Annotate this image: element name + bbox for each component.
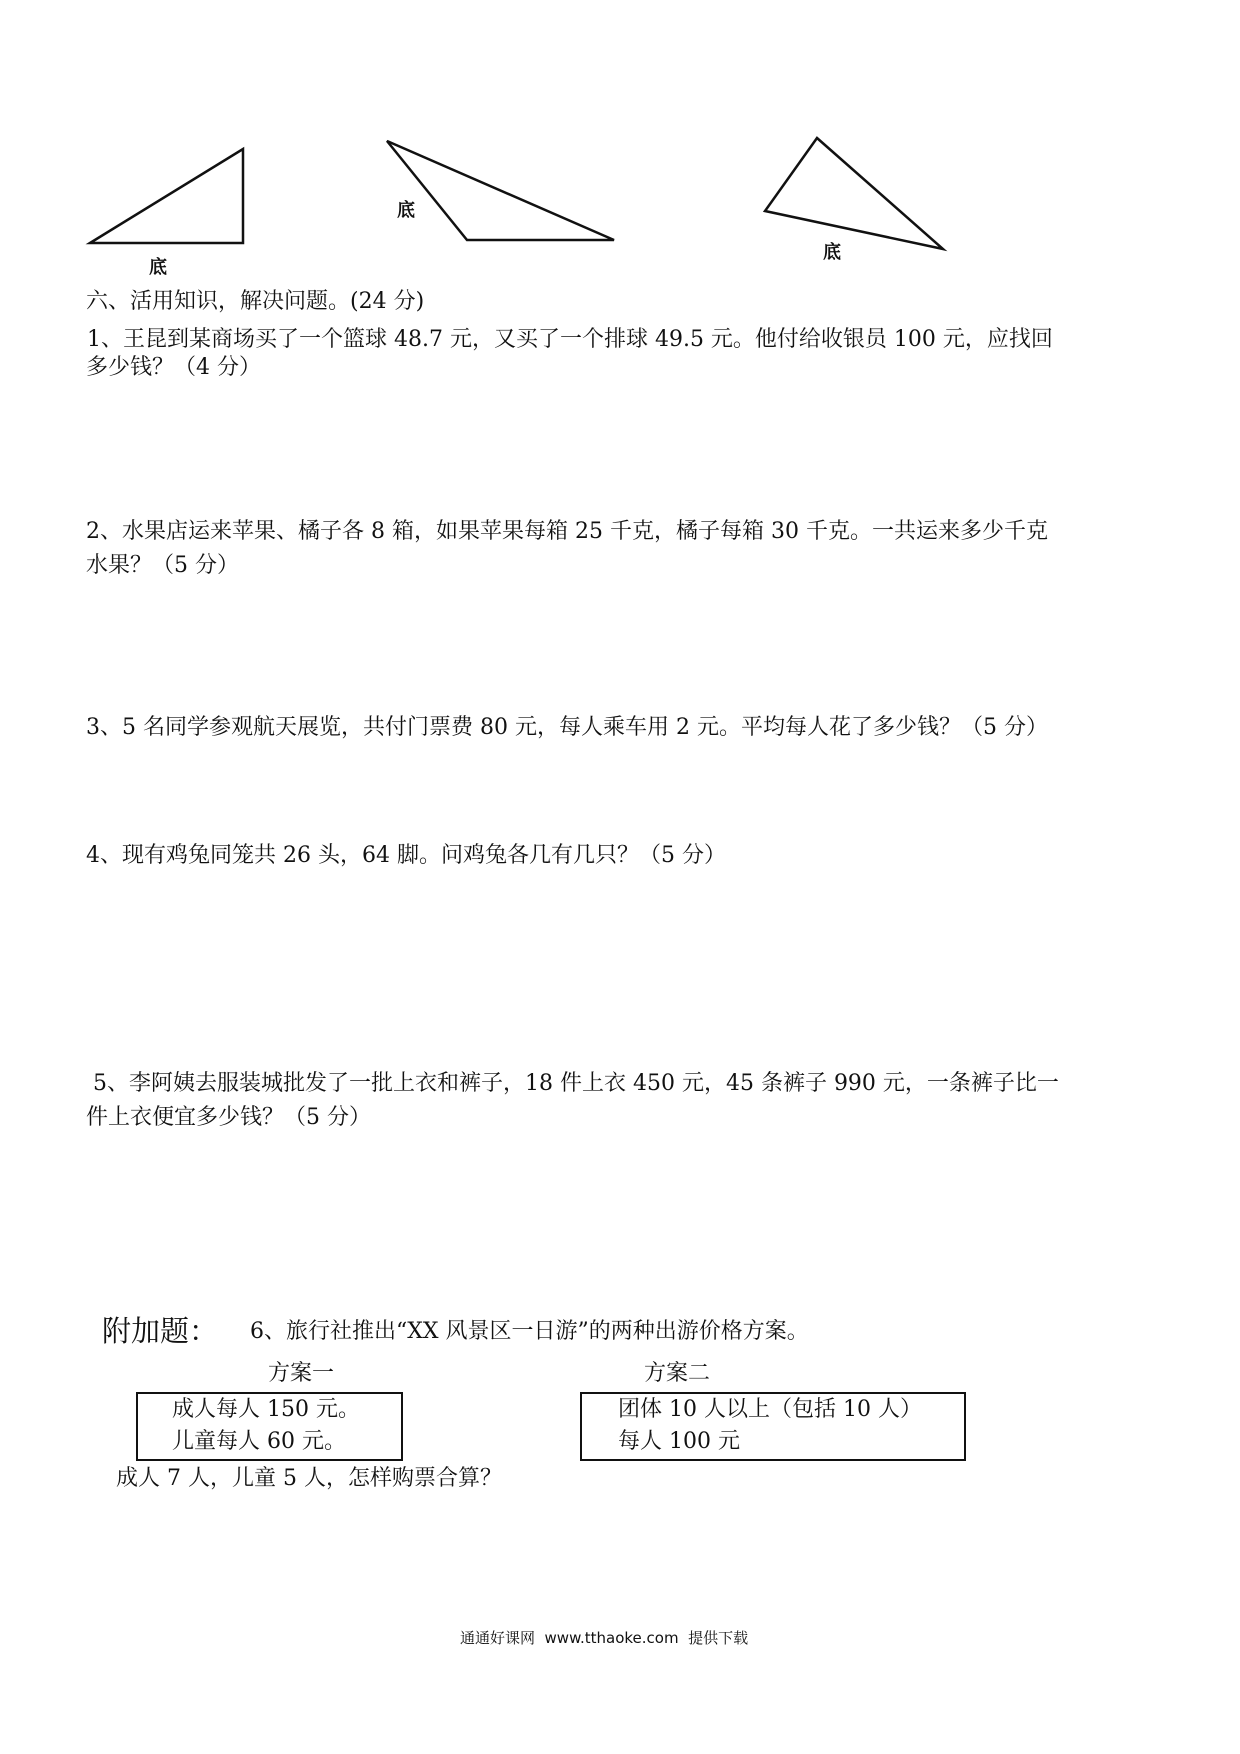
- triangle-1-base-label: 底: [149, 257, 167, 278]
- obtuse-triangle: [387, 141, 614, 240]
- acute-triangle: [765, 138, 943, 249]
- extra-question: 6、旅行社推出“XX 风景区一日游”的两种出游价格方案。: [250, 1319, 809, 1344]
- question-1-line-2: 多少钱？（4 分）: [86, 355, 261, 380]
- question-2-line-2: 水果？（5 分）: [86, 553, 239, 578]
- plan-2-line-2: 每人 100 元: [618, 1429, 740, 1454]
- question-5-line-2: 件上衣便宜多少钱？（5 分）: [86, 1105, 371, 1130]
- plan-1-box: [136, 1392, 403, 1461]
- right-triangle: [90, 149, 243, 243]
- question-2-line-1: 2、水果店运来苹果、橘子各 8 箱，如果苹果每箱 25 千克，橘子每箱 30 千克。一共运来多少千克: [86, 519, 1048, 544]
- plan-1-line-2: 儿童每人 60 元。: [172, 1429, 346, 1454]
- triangle-2-base-label: 底: [397, 200, 415, 221]
- plan-1-title: 方案一: [268, 1361, 335, 1386]
- question-1-line-1: 1、王昆到某商场买了一个篮球 48.7 元，又买了一个排球 49.5 元。他付给收银员 100 元，应找回: [80, 327, 1053, 352]
- question-4-line-1: 4、现有鸡兔同笼共 26 头，64 脚。问鸡兔各几有几只？（5 分）: [86, 843, 726, 868]
- question-5-line-1: 5、李阿姨去服装城批发了一批上衣和裤子，18 件上衣 450 元，45 条裤子 990 元，一条裤子比一: [86, 1071, 1059, 1096]
- triangle-figures: [0, 0, 1240, 300]
- footer-text: 通通好课网 www.tthaoke.com 提供下载: [460, 1629, 749, 1647]
- extra-prompt: 成人 7 人，儿童 5 人，怎样购票合算？: [116, 1466, 502, 1491]
- plan-2-title: 方案二: [644, 1361, 711, 1386]
- extra-section-title: 附加题：: [102, 1314, 219, 1348]
- section-title: 六、活用知识，解决问题。(24 分): [86, 289, 425, 314]
- plan-2-line-1: 团体 10 人以上（包括 10 人）: [618, 1397, 922, 1422]
- plan-1-line-1: 成人每人 150 元。: [172, 1397, 360, 1422]
- triangle-3-base-label: 底: [823, 242, 841, 263]
- plan-2-box: [580, 1392, 966, 1461]
- question-3-line-1: 3、5 名同学参观航天展览，共付门票费 80 元，每人乘车用 2 元。平均每人花了多少钱？（5 分）: [86, 715, 1048, 740]
